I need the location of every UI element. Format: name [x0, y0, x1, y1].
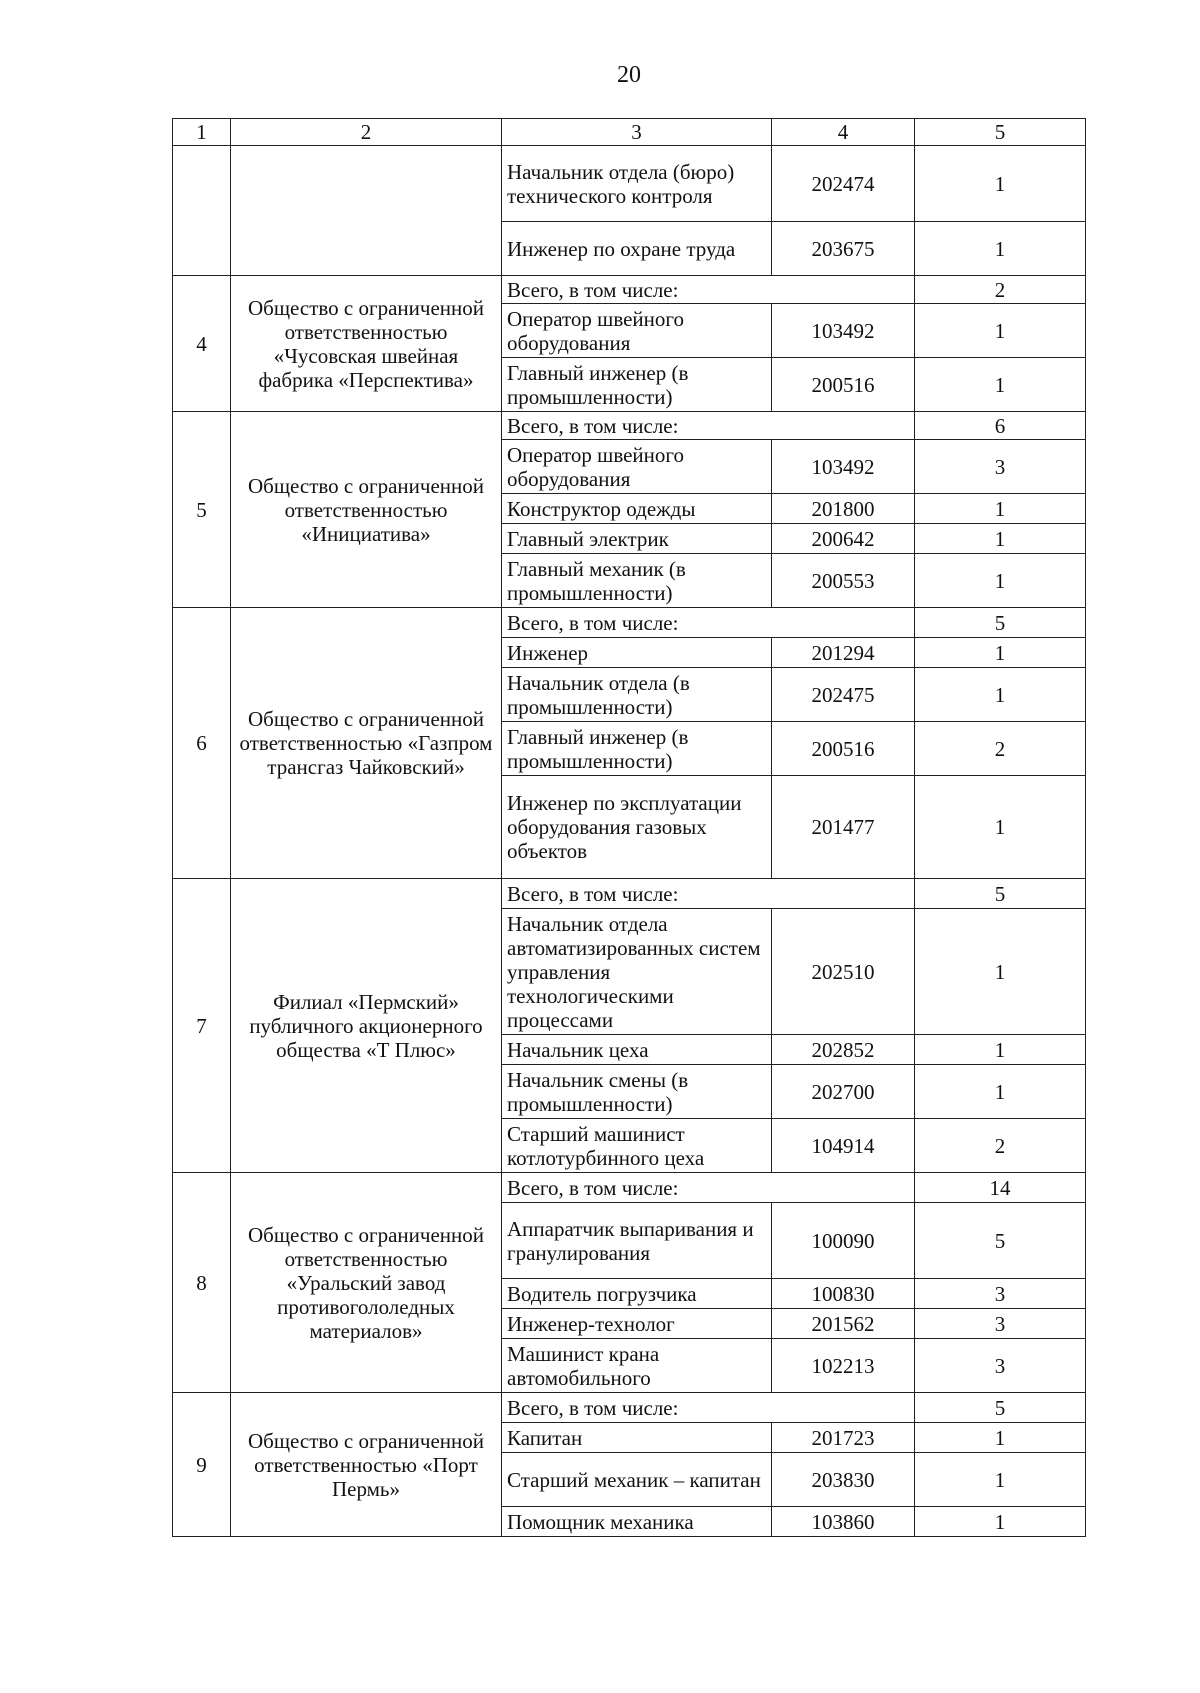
position-cell: Машинист крана автомобильного [502, 1339, 772, 1393]
position-cell: Главный инженер (в промышленности) [502, 358, 772, 412]
code-cell: 200516 [772, 722, 915, 776]
header-cell: 5 [915, 119, 1086, 146]
count-cell: 2 [915, 722, 1086, 776]
total-label-cell: Всего, в том числе: [502, 1393, 915, 1423]
position-cell: Помощник механика [502, 1507, 772, 1537]
count-cell: 1 [915, 304, 1086, 358]
code-cell: 202700 [772, 1065, 915, 1119]
table-row [173, 1393, 1086, 1423]
total-count-cell: 6 [915, 412, 1086, 440]
code-cell: 201723 [772, 1423, 915, 1453]
total-count-cell: 14 [915, 1173, 1086, 1203]
count-cell: 1 [915, 668, 1086, 722]
position-cell: Аппаратчик выпаривания и гранулирования [502, 1203, 772, 1279]
position-cell: Главный механик (в промышленности) [502, 554, 772, 608]
organization-cell: Филиал «Пермский» публичного акционерного общества «Т Плюс» [231, 879, 502, 1173]
total-label-cell: Всего, в том числе: [502, 412, 915, 440]
code-cell: 202475 [772, 668, 915, 722]
code-cell: 100090 [772, 1203, 915, 1279]
code-cell: 202852 [772, 1035, 915, 1065]
table-header-row [173, 119, 1086, 146]
count-cell: 1 [915, 1035, 1086, 1065]
position-cell: Инженер [502, 638, 772, 668]
count-cell: 1 [915, 494, 1086, 524]
position-cell: Главный инженер (в промышленности) [502, 722, 772, 776]
table-row [173, 608, 1086, 638]
code-cell: 201294 [772, 638, 915, 668]
count-cell: 3 [915, 1339, 1086, 1393]
vacancy-table [172, 118, 1086, 1537]
position-cell: Начальник цеха [502, 1035, 772, 1065]
count-cell: 5 [915, 1203, 1086, 1279]
organization-cell: Общество с ограниченной ответственностью «Инициатива» [231, 412, 502, 608]
count-cell: 3 [915, 440, 1086, 494]
row-number-cell: 4 [173, 276, 231, 412]
position-cell: Начальник отдела (бюро) технического контроля [502, 146, 772, 222]
position-cell: Начальник отдела (в промышленности) [502, 668, 772, 722]
count-cell: 1 [915, 146, 1086, 222]
table-row [173, 879, 1086, 909]
table-row [173, 146, 1086, 222]
row-number-cell: 8 [173, 1173, 231, 1393]
row-number-cell: 9 [173, 1393, 231, 1537]
count-cell: 1 [915, 1423, 1086, 1453]
count-cell: 1 [915, 222, 1086, 276]
code-cell: 202510 [772, 909, 915, 1035]
table-row [173, 276, 1086, 304]
row-number-cell [173, 146, 231, 276]
code-cell: 103492 [772, 304, 915, 358]
position-cell: Конструктор одежды [502, 494, 772, 524]
count-cell: 3 [915, 1279, 1086, 1309]
count-cell: 1 [915, 909, 1086, 1035]
code-cell: 201477 [772, 776, 915, 879]
position-cell: Главный электрик [502, 524, 772, 554]
count-cell: 3 [915, 1309, 1086, 1339]
row-number-cell: 6 [173, 608, 231, 879]
count-cell: 1 [915, 524, 1086, 554]
position-cell: Инженер по охране труда [502, 222, 772, 276]
code-cell: 102213 [772, 1339, 915, 1393]
code-cell: 200516 [772, 358, 915, 412]
code-cell: 203830 [772, 1453, 915, 1507]
code-cell: 103492 [772, 440, 915, 494]
table-row [173, 412, 1086, 440]
header-cell: 4 [772, 119, 915, 146]
count-cell: 1 [915, 776, 1086, 879]
total-count-cell: 5 [915, 1393, 1086, 1423]
count-cell: 1 [915, 554, 1086, 608]
count-cell: 1 [915, 638, 1086, 668]
code-cell: 202474 [772, 146, 915, 222]
total-count-cell: 2 [915, 276, 1086, 304]
position-cell: Оператор швейного оборудования [502, 440, 772, 494]
total-label-cell: Всего, в том числе: [502, 1173, 915, 1203]
code-cell: 100830 [772, 1279, 915, 1309]
header-cell: 2 [231, 119, 502, 146]
organization-cell [231, 146, 502, 276]
position-cell: Инженер-технолог [502, 1309, 772, 1339]
position-cell: Капитан [502, 1423, 772, 1453]
code-cell: 200642 [772, 524, 915, 554]
count-cell: 1 [915, 1507, 1086, 1537]
count-cell: 2 [915, 1119, 1086, 1173]
code-cell: 104914 [772, 1119, 915, 1173]
count-cell: 1 [915, 358, 1086, 412]
row-number-cell: 5 [173, 412, 231, 608]
position-cell: Начальник отдела автоматизированных систем управления технологическими процессами [502, 909, 772, 1035]
total-count-cell: 5 [915, 608, 1086, 638]
total-label-cell: Всего, в том числе: [502, 276, 915, 304]
position-cell: Инженер по эксплуатации оборудования газовых объектов [502, 776, 772, 879]
position-cell: Оператор швейного оборудования [502, 304, 772, 358]
code-cell: 200553 [772, 554, 915, 608]
header-cell: 1 [173, 119, 231, 146]
organization-cell: Общество с ограниченной ответственностью «Чусовская швейная фабрика «Перспектива» [231, 276, 502, 412]
organization-cell: Общество с ограниченной ответственностью «Уральский завод противогололедных материалов» [231, 1173, 502, 1393]
organization-cell: Общество с ограниченной ответственностью «Газпром трансгаз Чайковский» [231, 608, 502, 879]
organization-cell: Общество с ограниченной ответственностью «Порт Пермь» [231, 1393, 502, 1537]
count-cell: 1 [915, 1453, 1086, 1507]
code-cell: 201562 [772, 1309, 915, 1339]
position-cell: Старший механик – капитан [502, 1453, 772, 1507]
count-cell: 1 [915, 1065, 1086, 1119]
table-row [173, 1173, 1086, 1203]
position-cell: Водитель погрузчика [502, 1279, 772, 1309]
total-label-cell: Всего, в том числе: [502, 879, 915, 909]
page-number: 20 [617, 62, 641, 88]
total-label-cell: Всего, в том числе: [502, 608, 915, 638]
code-cell: 103860 [772, 1507, 915, 1537]
code-cell: 203675 [772, 222, 915, 276]
header-cell: 3 [502, 119, 772, 146]
code-cell: 201800 [772, 494, 915, 524]
total-count-cell: 5 [915, 879, 1086, 909]
row-number-cell: 7 [173, 879, 231, 1173]
position-cell: Старший машинист котлотурбинного цеха [502, 1119, 772, 1173]
position-cell: Начальник смены (в промышленности) [502, 1065, 772, 1119]
